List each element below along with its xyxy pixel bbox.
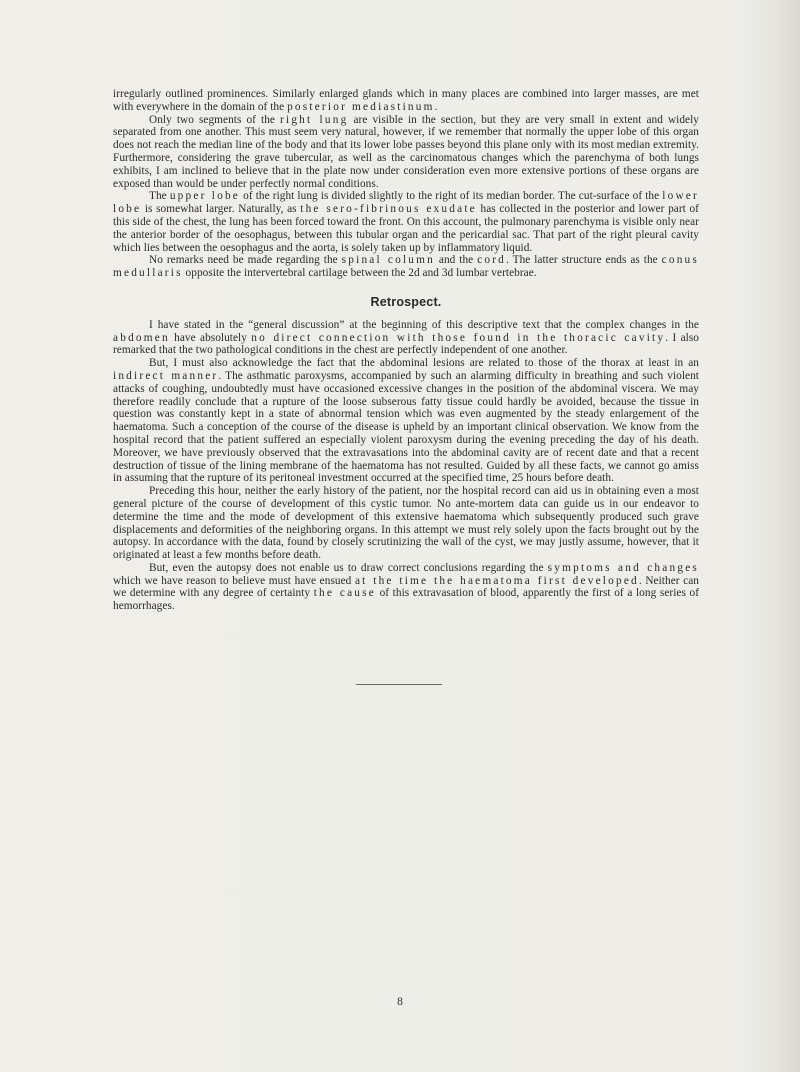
text-run: . [434,100,438,113]
page-number: 8 [397,996,403,1008]
paragraph [113,357,699,485]
paragraph [113,319,699,357]
spaced-term: conus medullaris [113,254,699,280]
spaced-term: indirect manner [113,369,219,382]
text-run: . I also remarked that the two pathological conditions in the chest are perfectly independent of one another. [113,331,699,357]
paragraph [113,190,699,254]
paragraph [113,485,699,562]
spaced-term: the cause [313,587,376,600]
text-run: which we have reason to believe must have ensued [113,574,355,587]
paragraph [113,88,699,114]
text-run: Only two segments of the [149,113,281,126]
spaced-term: posterior mediastinum [287,100,435,113]
text-run: . Neither can we determine with any degree of certainty [113,574,699,600]
text-run: I have stated in the “general discussion” at the beginning of this descriptive text that the complex changes in the [149,318,699,331]
text-run: No remarks need be made regarding the [149,254,342,267]
text-run: irregularly outlined prominences. Similarly enlarged glands which in many places are combined into larger masses, are met with everywhere in the domain of the [113,88,699,113]
spaced-term: lower lobe [113,190,699,216]
text-run: are visible in the section, but they are very small in extent and widely separated from one another. This must seem very natural, however, if we remember that normally the upper lobe of this organ does not reach the median line of the body and that its lower lobe passes beyond this plane only with its most median extremity. Furthermore, considering the grave tubercular, as well as the carcinomatous changes which the parenchyma of both lungs exhibits, I am inclined to believe that in the plate now under consideration even more extensive portions of these organs are exposed than would be under perfectly normal conditions. [113,113,699,190]
paragraph [113,562,699,613]
text-run: The [149,190,170,203]
text-run: has collected in the posterior and lower part of this side of the chest, the lung has been forced toward the front. On this account, the pulmonary parenchyma is visible only near the anterior border of the oesophagus, between this tubular organ and the pericardial sac. That part of the right pleural cavity which lies between the oesophagus and the aorta, is solely taken up by inflammatory liquid. [113,203,699,254]
spaced-term: symptoms and changes [547,561,700,574]
text-run: Preceding this hour, neither the early history of the patient, nor the hospital record can aid us in obtaining even a most general picture of the course of development of this cystic tumor. No ante-mortem data can guide us in our endeavor to determine the time and the mode of development of this extensive haematoma which subsequently produced such grave displacements and deformities of the neighboring organs. In this attempt we must rely solely upon the facts brought out by the autopsy. In accordance with the data, found by closely scrutinizing the wall of the cyst, we may justly assume, however, that it originated at least a few months before death. [113,485,699,562]
text-run: But, even the autopsy does not enable us to draw correct conclusions regarding the [149,561,548,574]
spaced-term: cord [477,254,507,267]
text-run: . The latter structure ends as the [506,254,662,267]
text-run: and the [435,254,478,267]
paragraph [113,254,699,280]
spaced-term: at the time the haematoma first developed [354,574,639,587]
text-run: opposite the intervertebral cartilage between the 2d and 3d lumbar vertebrae. [182,267,537,280]
text-run: of the right lung is divided slightly to the right of its median border. The cut-surface of the [240,190,663,203]
section-heading: Retrospect. [370,294,442,309]
divider-rule [356,684,442,685]
body-text [113,88,699,613]
spaced-term: upper lobe [169,190,241,203]
spaced-term: the sero-fibrinous exudate [300,203,477,216]
paragraph [113,114,699,191]
text-run: . The asthmatic paroxysms, accompanied by such an alarming difficulty in breathing and such violent attacks of coughing, undoubtedly must have occasioned excessive changes in the position of the abdominal viscera. We may therefore readily conclude that a rupture of the loose subserous fatty tissue could hardly be avoided, because the tissue in question was constantly kept in a state of abnormal tension which was even augmented by the steady enlargement of the haematoma. Such a conception of the course of the disease is upheld by an important clinical observation. We know from the hospital record that the patient suffered an especially violent paroxysm during the evening preceding the day of his death. Moreover, we have previously observed that the extravasations into the abdominal cavity are of recent date and that a recent destruction of tissue of the lining membrane of the haematoma has not resulted. Guided by all these facts, we cannot go amiss in assuming that the rupture of its peritoneal investment occurred at the specified time, 25 hours before death. [113,369,699,485]
spaced-term: abdomen [113,331,170,344]
spaced-term: spinal column [341,254,435,267]
retrospect-section [113,319,699,613]
text-run: is somewhat larger. Naturally, as [141,203,301,216]
text-run: have absolutely [169,331,252,344]
text-run: But, I must also acknowledge the fact that the abdominal lesions are related to those of the thorax at least in an [149,357,699,370]
spaced-term: no direct connection with those found in the thoracic cavity [251,331,666,344]
spaced-term: right lung [280,113,349,126]
top-section [113,88,699,280]
text-run: of this extravasation of blood, apparently the first of a long series of hemorrhages. [113,587,700,613]
